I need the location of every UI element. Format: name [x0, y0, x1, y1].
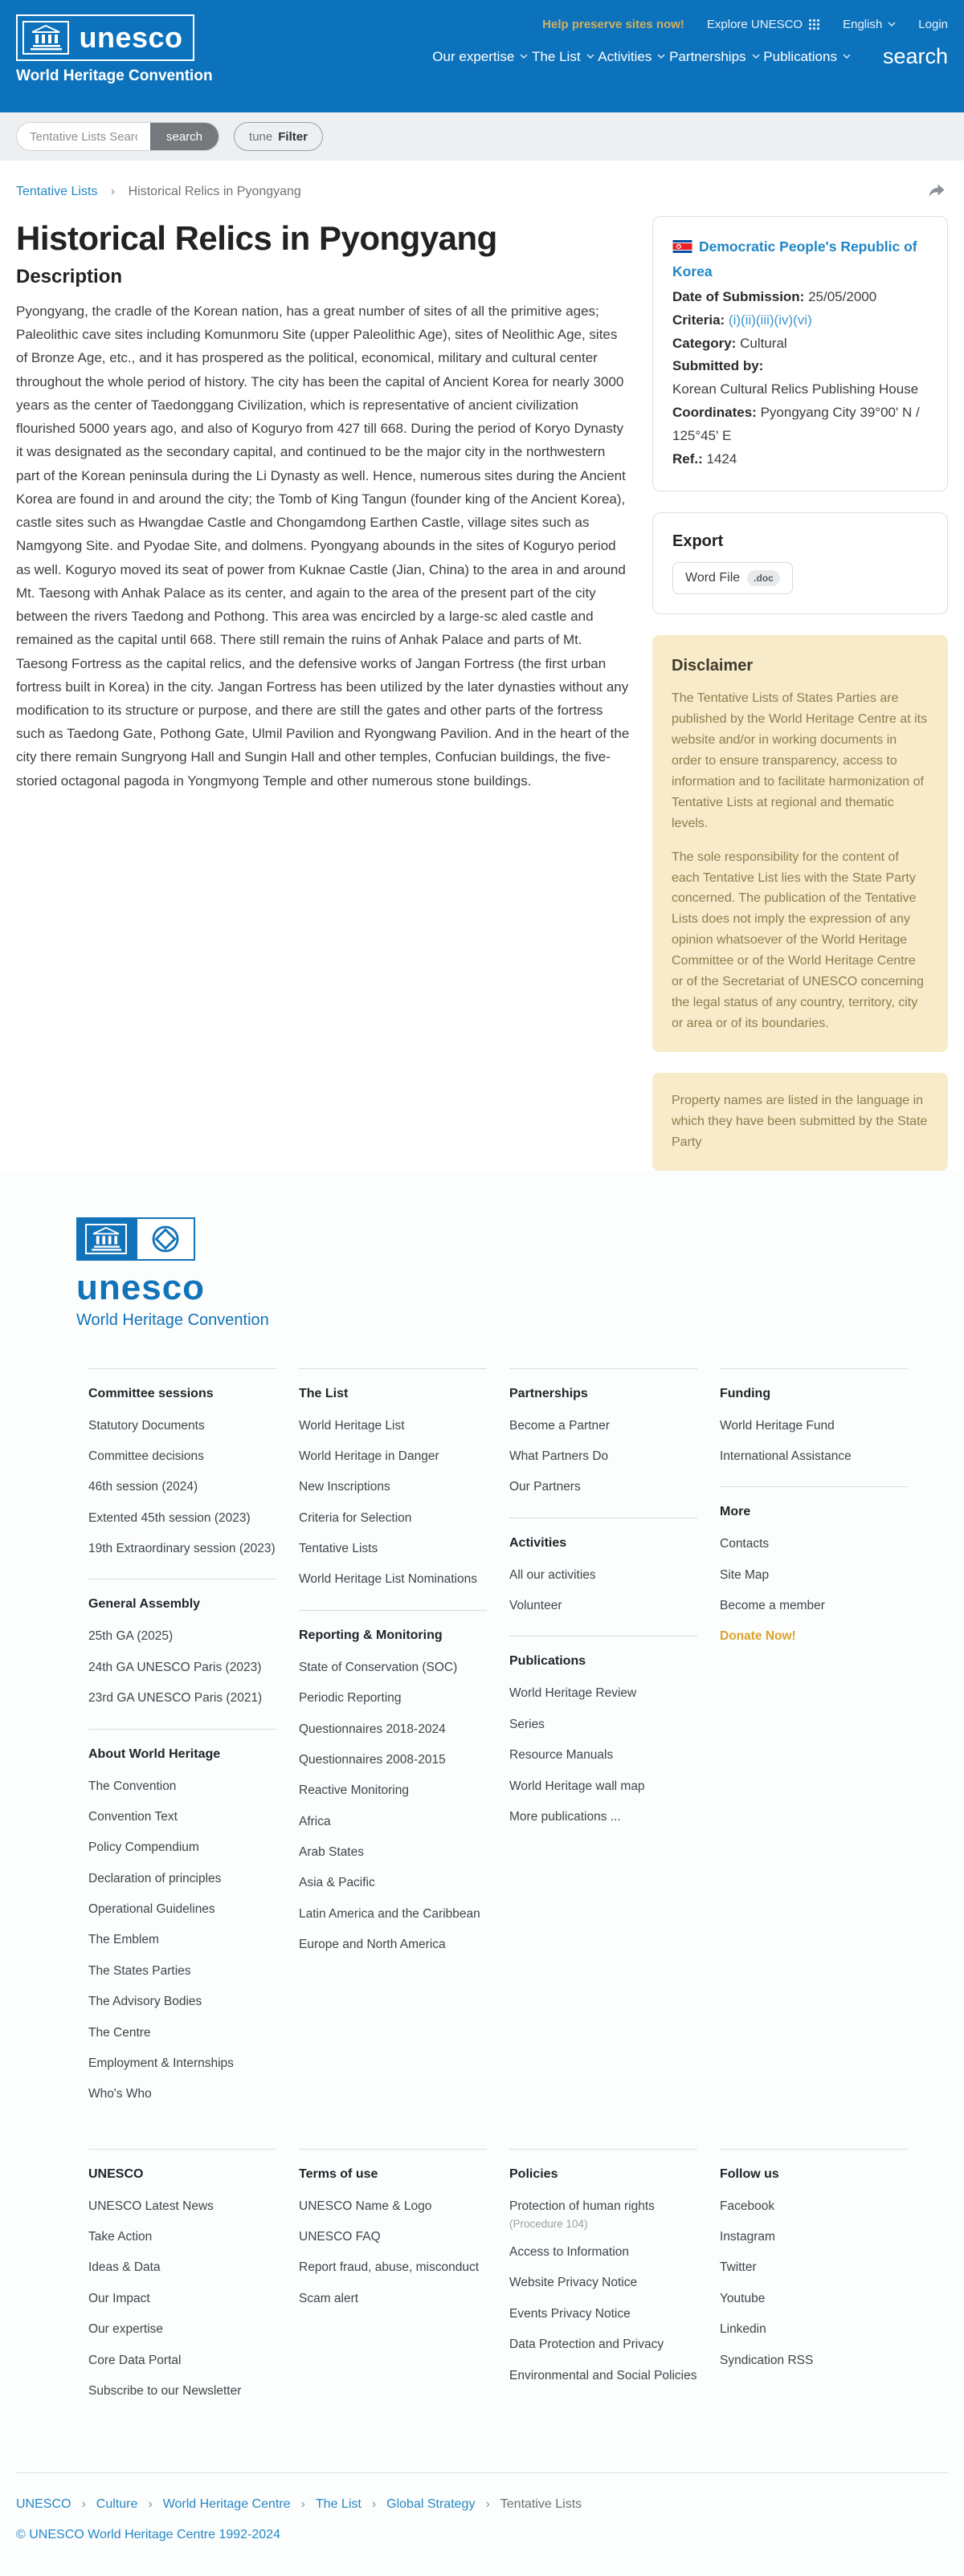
description-section — [16, 210, 630, 793]
footer-link[interactable]: UNESCO FAQ — [299, 2230, 381, 2244]
footer-link[interactable]: Africa — [299, 1814, 331, 1828]
footer-link[interactable]: World Heritage List — [299, 1418, 405, 1433]
coordinates-row: Coordinates: Pyongyang City 39°00' N / 125°45' E — [672, 405, 920, 444]
footer-link[interactable]: UNESCO Name & Logo — [299, 2199, 432, 2213]
site-footer — [0, 1171, 964, 2576]
page-title: Historical Relics in Pyongyang — [16, 219, 497, 257]
brand-wordmark: unesco — [79, 21, 183, 54]
footer-breadcrumb-link[interactable]: Culture › — [96, 2497, 163, 2511]
footer-link[interactable]: Resource Manuals — [509, 1748, 614, 1763]
footer-link[interactable]: World Heritage List Nominations — [299, 1572, 477, 1587]
footer-link[interactable]: Ideas & Data — [88, 2260, 161, 2275]
nav-item[interactable]: The List — [532, 49, 594, 65]
footer-link[interactable]: Events Privacy Notice — [509, 2306, 631, 2321]
export-card — [652, 512, 948, 614]
donate-now-link[interactable]: Donate Now! — [720, 1629, 796, 1644]
login-link[interactable]: Login — [918, 18, 948, 31]
social-link[interactable]: Instagram — [720, 2230, 775, 2244]
footer-group-more: More Contacts Site Map Become a member Donate Now! — [720, 1486, 908, 1667]
search-button[interactable]: search — [150, 123, 219, 150]
footer-link[interactable]: Questionnaires 2018-2024 — [299, 1722, 446, 1736]
chevron-down-icon — [752, 54, 760, 59]
footer-link[interactable]: International Assistance — [720, 1449, 852, 1463]
footer-link[interactable]: Core Data Portal — [88, 2353, 182, 2367]
footer-link[interactable]: Volunteer — [509, 1599, 562, 1613]
footer-link[interactable]: More publications ... — [509, 1809, 621, 1824]
footer-link[interactable]: 24th GA UNESCO Paris (2023) — [88, 1660, 262, 1674]
footer-link[interactable]: All our activities — [509, 1567, 596, 1582]
nav-item[interactable]: Publications — [763, 49, 851, 65]
footer-group-publications: Publications World Heritage Review Series Resource Manuals World Heritage wall map More publications ... — [509, 1636, 697, 1847]
footer-link[interactable]: Become a member — [720, 1599, 825, 1613]
unesco-temple-icon — [76, 1217, 136, 1261]
footer-link[interactable]: Declaration of principles — [88, 1871, 222, 1885]
export-heading: Export — [672, 532, 724, 550]
footer-link[interactable]: Convention Text — [88, 1809, 178, 1824]
footer-link[interactable]: World Heritage Review — [509, 1686, 637, 1701]
footer-group-funding: Funding World Heritage Fund International Assistance — [720, 1368, 908, 1487]
country-link[interactable]: Democratic People's Republic of Korea — [672, 238, 917, 279]
footer-link[interactable]: Series — [509, 1717, 545, 1731]
footer-link[interactable]: 25th GA (2025) — [88, 1629, 174, 1644]
footer-link[interactable]: Take Action — [88, 2230, 153, 2244]
footer-link[interactable]: Reactive Monitoring — [299, 1783, 409, 1798]
footer-link[interactable]: Scam alert — [299, 2291, 359, 2305]
footer-link[interactable]: The Advisory Bodies — [88, 1995, 202, 2009]
footer-link[interactable]: Environmental and Social Policies — [509, 2368, 697, 2382]
brand-wordmark: unesco — [76, 1267, 206, 1307]
submitted-by-row: Submitted by: Korean Cultural Relics Publishing House — [672, 358, 919, 397]
footer-link[interactable]: The Centre — [88, 2025, 151, 2040]
footer-breadcrumb-link[interactable]: Tentative Lists — [500, 2497, 582, 2512]
chevron-down-icon — [843, 54, 851, 59]
footer-link[interactable]: Questionnaires 2008-2015 — [299, 1752, 446, 1767]
footer-group-about-world-heritage: About World Heritage The Convention Convention Text Policy Compendium Declaration of principles Operational Guidelines The Emblem The States Parties The Advisory Bodies The Centre Employment & Internships Who's Who — [88, 1729, 276, 2125]
footer-link[interactable]: Committee decisions — [88, 1449, 204, 1463]
footer-link[interactable]: 46th session (2024) — [88, 1480, 198, 1494]
footer-breadcrumb-link[interactable]: UNESCO › — [16, 2497, 96, 2511]
breadcrumb-separator: › — [110, 184, 116, 198]
social-link[interactable]: Syndication RSS — [720, 2353, 814, 2367]
nav-item[interactable]: Our expertise — [432, 49, 528, 65]
header-search-link[interactable]: search — [882, 44, 948, 68]
footer-link[interactable]: Periodic Reporting — [299, 1691, 402, 1706]
footer-link[interactable]: Our Impact — [88, 2291, 150, 2305]
main-content — [0, 161, 964, 1171]
footer-group-unesco: UNESCO UNESCO Latest News Take Action Ideas & Data Our Impact Our expertise Core Data Portal Subscribe to our Newsletter — [88, 2149, 276, 2422]
north-korea-flag-icon — [672, 238, 692, 261]
footer-group-partnerships: Partnerships Become a Partner What Partners Do Our Partners — [509, 1368, 697, 1518]
footer-link[interactable]: The States Parties — [88, 1963, 191, 1978]
brand-tagline: World Heritage Convention — [76, 1310, 269, 1329]
criteria-row: Criteria: (i)(ii)(iii)(iv)(vi) — [672, 312, 812, 328]
footer-group-committee-sessions: Committee sessions Statutory Documents Committee decisions 46th session (2024) Extented 45th session (2023) 19th Extraordinary session (2023) — [88, 1368, 276, 1579]
footer-link[interactable]: Site Map — [720, 1567, 770, 1582]
social-link[interactable]: Facebook — [720, 2199, 775, 2213]
share-icon — [927, 190, 946, 202]
footer-bottom — [16, 2472, 948, 2576]
footer-link[interactable]: 19th Extraordinary session (2023) — [88, 1542, 276, 1556]
footer-link[interactable]: What Partners Do — [509, 1449, 609, 1463]
footer-link[interactable]: UNESCO Latest News — [88, 2199, 214, 2213]
procedure-note: (Procedure 104) — [509, 2218, 588, 2231]
category-row: Category: Cultural — [672, 335, 787, 351]
site-header — [0, 0, 964, 112]
footer-link[interactable]: Extented 45th session (2023) — [88, 1510, 251, 1525]
main-nav — [432, 44, 948, 69]
footer-link[interactable]: The Convention — [88, 1779, 177, 1793]
date-of-submission-row: Date of Submission: 25/05/2000 — [672, 288, 877, 304]
footer-group-activities: Activities All our activities Volunteer — [509, 1518, 697, 1636]
footer-group-terms-of-use: Terms of use UNESCO Name & Logo UNESCO FAQ Report fraud, abuse, misconduct Scam alert — [299, 2149, 487, 2329]
header-logo[interactable] — [16, 14, 213, 85]
footer-link[interactable]: Website Privacy Notice — [509, 2276, 638, 2290]
disclaimer-heading: Disclaimer — [672, 656, 754, 675]
chevron-down-icon — [888, 22, 896, 27]
breadcrumb-current: Historical Relics in Pyongyang — [128, 184, 301, 198]
unesco-temple-icon — [22, 21, 69, 55]
footer-link[interactable]: Our expertise — [88, 2322, 164, 2337]
footer-link[interactable]: Arab States — [299, 1845, 364, 1860]
chevron-down-icon — [586, 54, 594, 59]
footer-group-the-list: The List World Heritage List World Heritage in Danger New Inscriptions Criteria for Selection Tentative Lists World Heritage List Nominations — [299, 1368, 487, 1610]
footer-link[interactable]: New Inscriptions — [299, 1480, 390, 1494]
footer-links — [88, 1368, 948, 2125]
breadcrumb — [16, 185, 301, 199]
footer-link[interactable]: Access to Information — [509, 2245, 630, 2260]
footer-link[interactable]: Subscribe to our Newsletter — [88, 2383, 242, 2398]
footer-link[interactable]: 23rd GA UNESCO Paris (2021) — [88, 1691, 263, 1706]
social-link[interactable]: Linkedin — [720, 2322, 766, 2337]
description-text: Pyongyang, the cradle of the Korean nation, has a great number of sites of all the primitive ages; Paleolithic cave sites including Komunmoru Site (upper Paleolithic Age), sites of Neolithic Age, sites of Bronze Age, etc., and it has prospered as the political, economical, military and cultural center throughout the whole period of history. The city has been the capital of Ancient Korea for nearly 3000 years as the center of Taedonggang Civilization, which is representative of ancient civilization flourished 5000 years ago, and also of Koguryo from 427 till 668. During the period of Koryo Dynasty it was designated as the secondary capital, and continued to be the major city in the northwestern part of the Korean peninsula during the Li Dynasty as well. Hence, numerous sites during the Ancient Korea are found in and around the city; the Tomb of King Tangun (founder king of the Ancient Korea), castle sites such as Hwangdae Castle and Chongamdong Earthen Castle, village sites such as Namgyong Site. and Pyodae Site, and dolmens. Pyongyang abounds in the sites of Koguryo period as well. Koguryo moved its seat of power from Kuknae Castle (Jian, China) to the area in and around Mt. Taesong with Anhak Palace as its center, and again to the area of the present part of the city between the rivers Taedong and Pothong. This area was encircled by a large-sc aled castle and remained as the capital until 668. There still remain the ruins of Anhak Palace and parts of Mt. Taesong Fortress as the capital relics, and the defensive works of Jangan Fortress (the first urban fortress built in Korea) in the city. Jangan Fortress has been utilized by the later dynasties without any modification to its structure or purpose, and there are still the gates and other parts of the fortress such as Taedong Gate, Pothong Gate, Ulmil Pavilion and Ryongwang Pavilion. And in the heart of the city there remain Sungryong Hall and Sungin Hall and other temples, Confucian buildings, the five-storied octagonal pagoda in Yongmyong Temple and other numerous stone buildings. — [16, 304, 630, 789]
footer-link[interactable]: Contacts — [720, 1537, 770, 1551]
social-link[interactable]: Youtube — [720, 2291, 766, 2305]
nav-item[interactable]: Partnerships — [669, 49, 759, 65]
footer-link[interactable]: The Emblem — [88, 1933, 159, 1947]
ref-row: Ref.: 1424 — [672, 451, 737, 467]
footer-link[interactable]: World Heritage in Danger — [299, 1449, 439, 1463]
export-word-button[interactable]: Word File .doc — [672, 562, 793, 594]
footer-link[interactable]: Our Partners — [509, 1480, 581, 1494]
footer-group-general-assembly: General Assembly 25th GA (2025) 24th GA UNESCO Paris (2023) 23rd GA UNESCO Paris (2021) — [88, 1579, 276, 1728]
disclaimer-card — [652, 635, 948, 1052]
footer-link[interactable]: World Heritage wall map — [509, 1779, 645, 1793]
footer-link[interactable]: Statutory Documents — [88, 1418, 205, 1433]
footer-group-follow-us: Follow us Facebook Instagram Twitter Youtube Linkedin Syndication RSS — [720, 2149, 908, 2391]
footer-breadcrumb-link[interactable]: Global Strategy › — [386, 2497, 500, 2511]
footer-breadcrumb-link[interactable]: The List › — [316, 2497, 386, 2511]
footer-link[interactable]: Criteria for Selection — [299, 1510, 412, 1525]
footer-link[interactable]: Who's Who — [88, 2087, 152, 2101]
footer-secondary-links — [88, 2149, 948, 2422]
footer-link[interactable]: Europe and North America — [299, 1938, 446, 1952]
footer-link[interactable]: World Heritage Fund — [720, 1418, 835, 1433]
footer-link[interactable]: Data Protection and Privacy — [509, 2338, 664, 2352]
footer-link[interactable]: Latin America and the Caribbean — [299, 1906, 480, 1921]
criteria-links[interactable]: (i)(ii)(iii)(iv)(vi) — [728, 312, 812, 328]
chevron-down-icon — [520, 54, 528, 59]
doc-badge: .doc — [747, 570, 780, 586]
explore-unesco-link[interactable]: Explore UNESCO — [707, 18, 820, 31]
filter-button[interactable]: tune Filter — [234, 122, 323, 151]
language-selector[interactable]: English — [843, 18, 896, 31]
property-names-note: Property names are listed in the language in which they have been submitted by the State Party — [652, 1073, 948, 1171]
footer-group-reporting-monitoring: Reporting & Monitoring State of Conservation (SOC) Periodic Reporting Questionnaires 2018-2024 Questionnaires 2008-2015 Reactive Monitoring Africa Arab States Asia & Pacific Latin America and the Caribbean Europe and North America — [299, 1610, 487, 1975]
footer-link[interactable]: Employment & Internships — [88, 2056, 234, 2070]
footer-link[interactable]: Asia & Pacific — [299, 1876, 375, 1890]
site-info-card — [652, 216, 948, 491]
footer-link[interactable]: Become a Partner — [509, 1418, 610, 1433]
brand-tagline: World Heritage Convention — [16, 67, 213, 84]
utility-nav — [542, 18, 948, 31]
tune-icon: tune — [249, 129, 273, 144]
footer-link[interactable]: Report fraud, abuse, misconduct — [299, 2260, 480, 2275]
disclaimer-paragraph: The Tentative Lists of States Parties are published by the World Heritage Centre at its website and/or in working documents in order to ensure transparency, access to information and to facilitate harmonization of Tentative Lists at regional and thematic levels. — [672, 691, 928, 830]
nav-item[interactable]: Activities — [598, 49, 665, 65]
chevron-down-icon — [657, 54, 665, 59]
footer-link[interactable]: Protection of human rights — [509, 2199, 655, 2213]
social-link[interactable]: Twitter — [720, 2260, 757, 2275]
footer-link[interactable]: Policy Compendium — [88, 1840, 199, 1855]
footer-link[interactable]: Tentative Lists — [299, 1542, 378, 1556]
apps-grid-icon — [808, 18, 820, 31]
help-preserve-link[interactable]: Help preserve sites now! — [542, 18, 684, 31]
world-heritage-emblem-icon — [136, 1217, 195, 1261]
copyright: © UNESCO World Heritage Centre 1992-2024 — [16, 2528, 280, 2542]
description-heading: Description — [16, 266, 123, 287]
footer-breadcrumb — [16, 2497, 948, 2512]
footer-link[interactable]: Operational Guidelines — [88, 1902, 215, 1917]
footer-breadcrumb-link[interactable]: World Heritage Centre › — [163, 2497, 316, 2511]
footer-logo[interactable] — [76, 1217, 964, 1330]
footer-group-policies: Policies Protection of human rights (Procedure 104) Access to Information Website Privacy Notice Events Privacy Notice Data Protection and Privacy Environmental and Social Policies — [509, 2149, 697, 2406]
footer-link[interactable]: State of Conservation (SOC) — [299, 1660, 458, 1674]
search-band — [0, 112, 964, 161]
disclaimer-paragraph: The sole responsibility for the content of each Tentative List lies with the State Party concerned. The publication of the Tentative Lists does not imply the expression of any opinion whatsoever of the World Heritage Committee or of the World Heritage Centre or of the Secretariat of UNESCO concerning the legal status of any country, territory, city or area or of its boundaries. — [672, 850, 924, 1030]
share-button[interactable] — [925, 180, 948, 203]
sidebar — [652, 216, 948, 1171]
search-input[interactable] — [17, 123, 150, 150]
breadcrumb-tentative-lists[interactable]: Tentative Lists — [16, 184, 98, 198]
